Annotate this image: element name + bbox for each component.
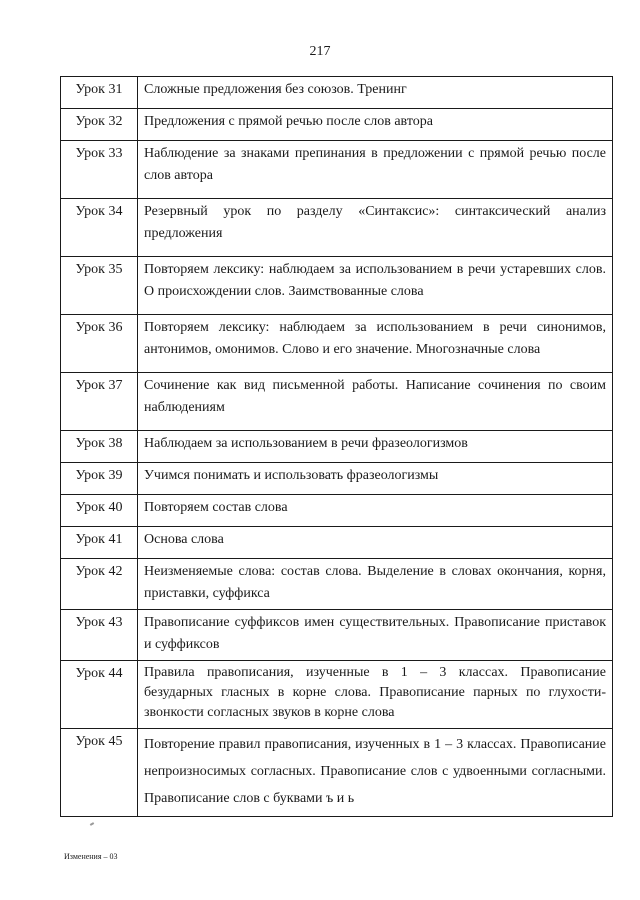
table-row	[61, 109, 613, 141]
lesson-number: Урок 32	[61, 109, 138, 141]
table-row	[61, 315, 613, 373]
lesson-number: Урок 43	[61, 610, 138, 661]
lesson-number: Урок 31	[61, 77, 138, 109]
table-row	[61, 431, 613, 463]
table-row	[61, 559, 613, 610]
lesson-topic: Повторяем лексику: наблюдаем за использованием в речи устаревших слов. О происхождении слов. Заимствованные слова	[138, 257, 613, 315]
lesson-topic: Правила правописания, изученные в 1 – 3 классах. Правописание безударных гласных в корне слова. Правописание парных по глухости-звонкости согласных звуков в корне слова	[138, 661, 613, 729]
lesson-topic: Наблюдаем за использованием в речи фразеологизмов	[138, 431, 613, 463]
lesson-table	[60, 76, 613, 817]
lesson-number: Урок 36	[61, 315, 138, 373]
page-number: 217	[309, 44, 331, 59]
table-row	[61, 199, 613, 257]
lesson-number: Урок 37	[61, 373, 138, 431]
lesson-topic: Сложные предложения без союзов. Тренинг	[138, 77, 613, 109]
lesson-number: Урок 40	[61, 495, 138, 527]
table-row	[61, 373, 613, 431]
table-row	[61, 729, 613, 817]
lesson-number: Урок 38	[61, 431, 138, 463]
lesson-number: Урок 42	[61, 559, 138, 610]
lesson-topic: Повторение правил правописания, изученных в 1 – 3 классах. Правописание непроизносимых согласных. Правописание слов с удвоенными согласными. Правописание слов с буквами ъ и ь	[138, 729, 613, 817]
lesson-topic: Основа слова	[138, 527, 613, 559]
lesson-number: Урок 33	[61, 141, 138, 199]
table-row	[61, 610, 613, 661]
table-row	[61, 257, 613, 315]
lesson-number: Урок 35	[61, 257, 138, 315]
lesson-topic: Повторяем лексику: наблюдаем за использованием в речи синонимов, антонимов, омонимов. Слово и его значение. Многозначные слова	[138, 315, 613, 373]
lesson-number: Урок 41	[61, 527, 138, 559]
lesson-topic: Неизменяемые слова: состав слова. Выделение в словах окончания, корня, приставки, суффикса	[138, 559, 613, 610]
table-row	[61, 527, 613, 559]
table-row	[61, 661, 613, 729]
lesson-topic: Резервный урок по разделу «Синтаксис»: синтаксический анализ предложения	[138, 199, 613, 257]
lesson-topic: Повторяем состав слова	[138, 495, 613, 527]
lesson-topic: Сочинение как вид письменной работы. Написание сочинения по своим наблюдениям	[138, 373, 613, 431]
scan-speck	[90, 822, 94, 826]
footer-note: Изменения – 03	[64, 852, 118, 861]
lesson-topic: Учимся понимать и использовать фразеологизмы	[138, 463, 613, 495]
table-row	[61, 141, 613, 199]
table-row	[61, 77, 613, 109]
lesson-number: Урок 44	[61, 661, 138, 729]
table-row	[61, 463, 613, 495]
lesson-topic: Правописание суффиксов имен существительных. Правописание приставок и суффиксов	[138, 610, 613, 661]
lesson-topic: Предложения с прямой речью после слов автора	[138, 109, 613, 141]
table-row	[61, 495, 613, 527]
lesson-number: Урок 34	[61, 199, 138, 257]
lesson-topic: Наблюдение за знаками препинания в предложении с прямой речью после слов автора	[138, 141, 613, 199]
lesson-number: Урок 39	[61, 463, 138, 495]
lesson-number: Урок 45	[61, 729, 138, 817]
